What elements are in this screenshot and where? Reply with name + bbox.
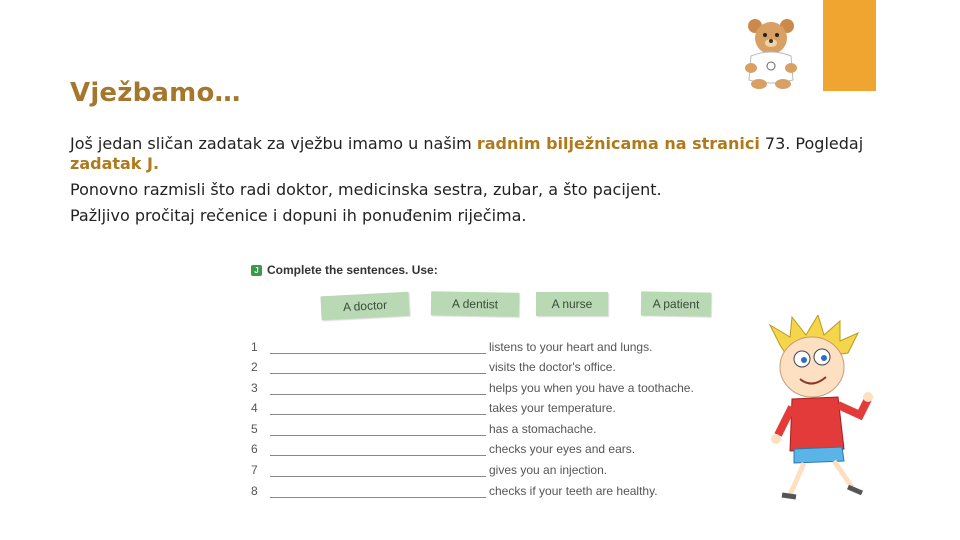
highlight-task: zadatak J.	[70, 154, 160, 173]
answer-blank	[270, 435, 486, 436]
option-chip-patient: A patient	[641, 291, 711, 316]
sentence-row	[251, 360, 721, 380]
sentence-row	[251, 401, 721, 421]
sentence-number: 8	[251, 484, 258, 498]
exercise-heading-text: Complete the sentences. Use:	[267, 263, 438, 277]
boy-cartoon-icon	[760, 315, 880, 505]
answer-blank	[270, 353, 486, 354]
paragraph-2: Ponovno razmisli što radi doktor, medicinska sestra, zubar, a što pacijent.	[70, 180, 662, 199]
answer-blank	[270, 476, 486, 477]
highlight-workbook: radnim bilježnicama na stranici	[476, 134, 760, 153]
paragraph-3: Pažljivo pročitaj rečenice i dopuni ih ponuđenim riječima.	[70, 206, 527, 225]
answer-blank	[270, 414, 486, 415]
sentence-text: visits the doctor's office.	[489, 360, 616, 374]
sentence-number: 3	[251, 381, 258, 395]
answer-blank	[270, 373, 486, 374]
teddy-bear-doctor-icon	[737, 14, 805, 90]
sentence-text: has a stomachache.	[489, 422, 597, 436]
sentence-row	[251, 484, 721, 504]
sentence-row	[251, 442, 721, 462]
option-chip-dentist: A dentist	[431, 291, 519, 317]
slide-body	[70, 134, 890, 226]
answer-blank	[270, 394, 486, 395]
sentence-number: 5	[251, 422, 258, 436]
sentence-text: checks your eyes and ears.	[489, 442, 636, 456]
option-chip-nurse: A nurse	[536, 292, 608, 316]
sentence-text: helps you when you have a toothache.	[489, 381, 694, 395]
sentence-text: checks if your teeth are healthy.	[489, 484, 658, 498]
sentence-number: 1	[251, 340, 258, 354]
sentence-number: 2	[251, 360, 258, 374]
sentence-text: gives you an injection.	[489, 463, 608, 477]
sentence-number: 4	[251, 401, 258, 415]
sentence-text: takes your temperature.	[489, 401, 616, 415]
accent-bar	[823, 0, 876, 91]
sentence-number: 6	[251, 442, 258, 456]
answer-blank	[270, 455, 486, 456]
sentence-text: listens to your heart and lungs.	[489, 340, 653, 354]
slide-title: Vježbamo…	[70, 78, 241, 108]
paragraph-1	[70, 134, 890, 174]
exercise-image	[251, 258, 721, 508]
option-chip-doctor: A doctor	[320, 292, 409, 321]
paragraph-1-text-a: Još jedan sličan zadatak za vježbu imamo u našim	[70, 134, 477, 153]
answer-blank	[270, 497, 486, 498]
sentence-number: 7	[251, 463, 258, 477]
sentence-row	[251, 381, 721, 401]
sentence-row	[251, 340, 721, 360]
sentence-row	[251, 463, 721, 483]
exercise-heading	[251, 263, 438, 277]
paragraph-1-text-b: 73. Pogledaj	[759, 134, 864, 153]
sentence-row	[251, 422, 721, 442]
exercise-badge: J	[251, 265, 262, 276]
